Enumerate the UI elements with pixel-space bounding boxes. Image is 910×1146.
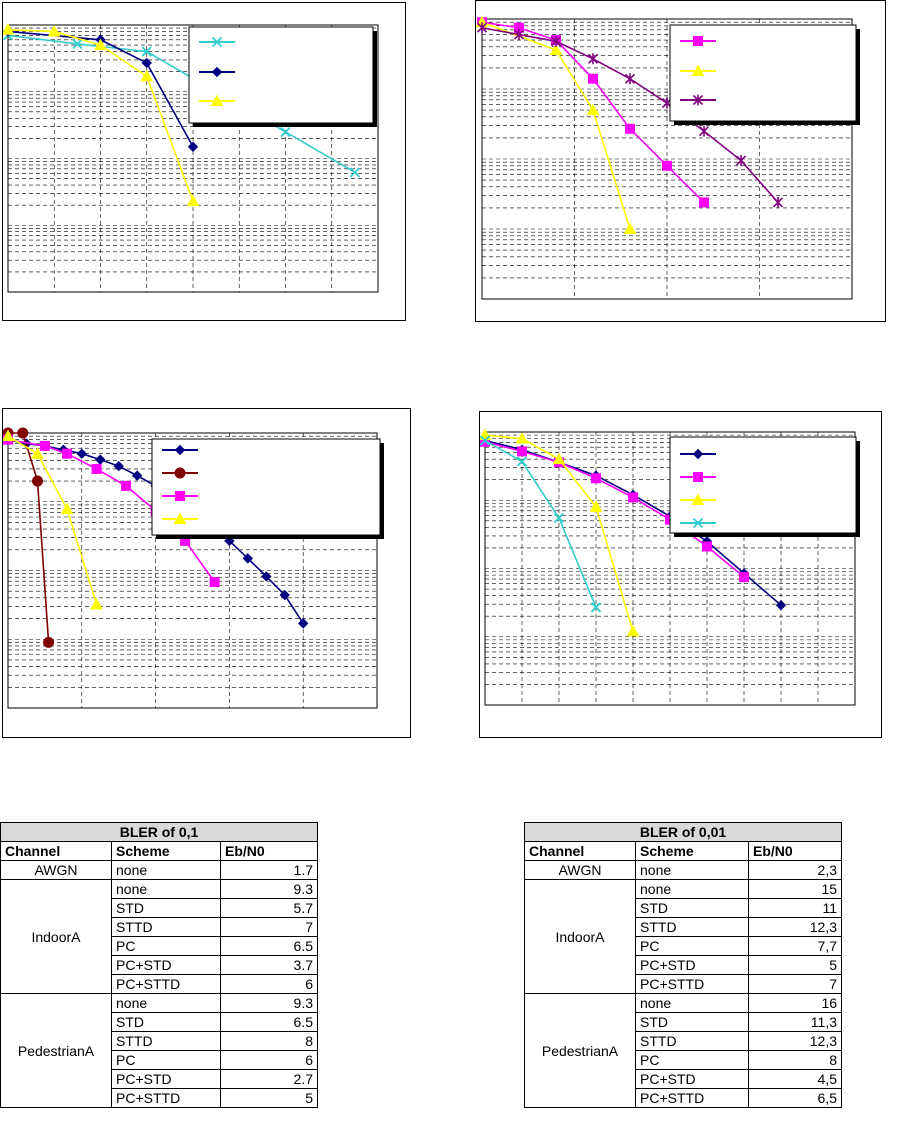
scheme-cell: none (636, 880, 749, 899)
data-point (210, 578, 219, 587)
chart-svg-3 (3, 409, 412, 739)
data-point (350, 168, 359, 177)
ebn0-cell: 1.7 (221, 861, 318, 880)
data-point (91, 599, 102, 609)
data-point (92, 464, 101, 473)
scheme-cell: PC (112, 1051, 221, 1070)
scheme-cell: STTD (636, 1032, 749, 1051)
data-point (737, 155, 746, 166)
series-line (485, 441, 596, 608)
ebn0-cell: 6 (221, 975, 318, 994)
data-point (141, 71, 152, 81)
data-point (700, 126, 709, 137)
data-point (62, 504, 73, 514)
ebn0-cell: 7 (221, 918, 318, 937)
ebn0-cell: 11 (749, 899, 842, 918)
ebn0-cell: 5.7 (221, 899, 318, 918)
legend-marker (176, 492, 185, 501)
ebn0-cell: 2,3 (749, 861, 842, 880)
scheme-cell: none (636, 994, 749, 1013)
table-title: BLER of 0,1 (1, 823, 318, 842)
data-point (592, 474, 601, 483)
data-point (18, 428, 28, 438)
bler-table-1 (0, 822, 318, 1108)
scheme-cell: PC+STTD (636, 975, 749, 994)
legend-marker (175, 468, 185, 478)
ebn0-cell: 6 (221, 1051, 318, 1070)
data-point (518, 447, 527, 456)
scheme-cell: none (112, 994, 221, 1013)
channel-cell: IndoorA (1, 880, 112, 994)
scheme-cell: PC+STD (112, 956, 221, 975)
ebn0-cell: 8 (221, 1032, 318, 1051)
data-point (96, 455, 105, 464)
chart-svg-1 (3, 3, 407, 322)
ebn0-cell: 6.5 (221, 937, 318, 956)
ebn0-cell: 9.3 (221, 880, 318, 899)
scheme-cell: PC (636, 1051, 749, 1070)
data-point (589, 53, 598, 64)
data-point (114, 462, 123, 471)
scheme-cell: PC (636, 937, 749, 956)
chart-svg-4 (480, 412, 883, 739)
column-header-channel: Channel (1, 842, 112, 861)
chart-panel-3 (2, 408, 411, 738)
bler-table-2 (524, 822, 842, 1108)
data-point (626, 124, 635, 133)
data-point (44, 637, 54, 647)
scheme-cell: STD (636, 899, 749, 918)
channel-cell: AWGN (1, 861, 112, 880)
data-point (281, 127, 290, 136)
data-point (588, 105, 599, 115)
column-header-scheme: Scheme (112, 842, 221, 861)
scheme-cell: PC (112, 937, 221, 956)
data-point (555, 513, 564, 522)
ebn0-cell: 6.5 (221, 1013, 318, 1032)
ebn0-cell: 2.7 (221, 1070, 318, 1089)
data-point (589, 74, 598, 83)
ebn0-cell: 11,3 (749, 1013, 842, 1032)
ebn0-cell: 15 (749, 880, 842, 899)
ebn0-cell: 9.3 (221, 994, 318, 1013)
scheme-cell: STTD (636, 918, 749, 937)
data-point (188, 196, 199, 206)
scheme-cell: STTD (112, 1032, 221, 1051)
scheme-cell: STD (112, 1013, 221, 1032)
scheme-cell: none (112, 880, 221, 899)
data-point (703, 542, 712, 551)
chart-panel-4 (479, 411, 882, 738)
data-point (663, 161, 672, 170)
data-point (740, 573, 749, 582)
legend (152, 439, 384, 539)
column-header-ebn0: Eb/N0 (749, 842, 842, 861)
data-point (628, 626, 639, 636)
scheme-cell: none (636, 861, 749, 880)
ebn0-cell: 5 (221, 1089, 318, 1108)
ebn0-cell: 7 (749, 975, 842, 994)
scheme-cell: PC+STD (112, 1070, 221, 1089)
scheme-cell: STD (112, 899, 221, 918)
ebn0-cell: 12,3 (749, 918, 842, 937)
ebn0-cell: 5 (749, 956, 842, 975)
data-point (625, 224, 636, 234)
scheme-cell: PC+STTD (112, 1089, 221, 1108)
data-point (299, 619, 308, 628)
legend-box (152, 439, 380, 535)
data-point (189, 142, 198, 151)
scheme-cell: none (112, 861, 221, 880)
scheme-cell: STTD (112, 918, 221, 937)
column-header-channel: Channel (525, 842, 636, 861)
channel-cell: IndoorA (525, 880, 636, 994)
ebn0-cell: 16 (749, 994, 842, 1013)
legend (670, 25, 860, 125)
legend (670, 437, 860, 537)
chart-svg-2 (476, 1, 887, 323)
data-point (518, 457, 527, 466)
ebn0-cell: 4,5 (749, 1070, 842, 1089)
data-point (33, 476, 43, 486)
legend (189, 27, 377, 127)
column-header-ebn0: Eb/N0 (221, 842, 318, 861)
data-point (122, 481, 131, 490)
channel-cell: PedestrianA (1, 994, 112, 1108)
legend-marker (694, 473, 703, 482)
channel-cell: PedestrianA (525, 994, 636, 1108)
ebn0-cell: 8 (749, 1051, 842, 1070)
ebn0-cell: 12,3 (749, 1032, 842, 1051)
table-title: BLER of 0,01 (525, 823, 842, 842)
data-point (77, 449, 86, 458)
data-point (629, 493, 638, 502)
data-point (700, 198, 709, 207)
ebn0-cell: 3.7 (221, 956, 318, 975)
data-point (63, 449, 72, 458)
data-point (133, 471, 142, 480)
data-point (40, 441, 49, 450)
channel-cell: AWGN (525, 861, 636, 880)
data-point (774, 197, 783, 208)
data-point (626, 73, 635, 84)
ebn0-cell: 6,5 (749, 1089, 842, 1108)
column-header-scheme: Scheme (636, 842, 749, 861)
scheme-cell: PC+STTD (636, 1089, 749, 1108)
scheme-cell: PC+STD (636, 1070, 749, 1089)
ebn0-cell: 7,7 (749, 937, 842, 956)
legend-marker (694, 37, 703, 46)
chart-panel-2 (475, 0, 886, 322)
scheme-cell: STD (636, 1013, 749, 1032)
scheme-cell: PC+STTD (112, 975, 221, 994)
scheme-cell: PC+STD (636, 956, 749, 975)
chart-panel-1 (2, 2, 406, 321)
